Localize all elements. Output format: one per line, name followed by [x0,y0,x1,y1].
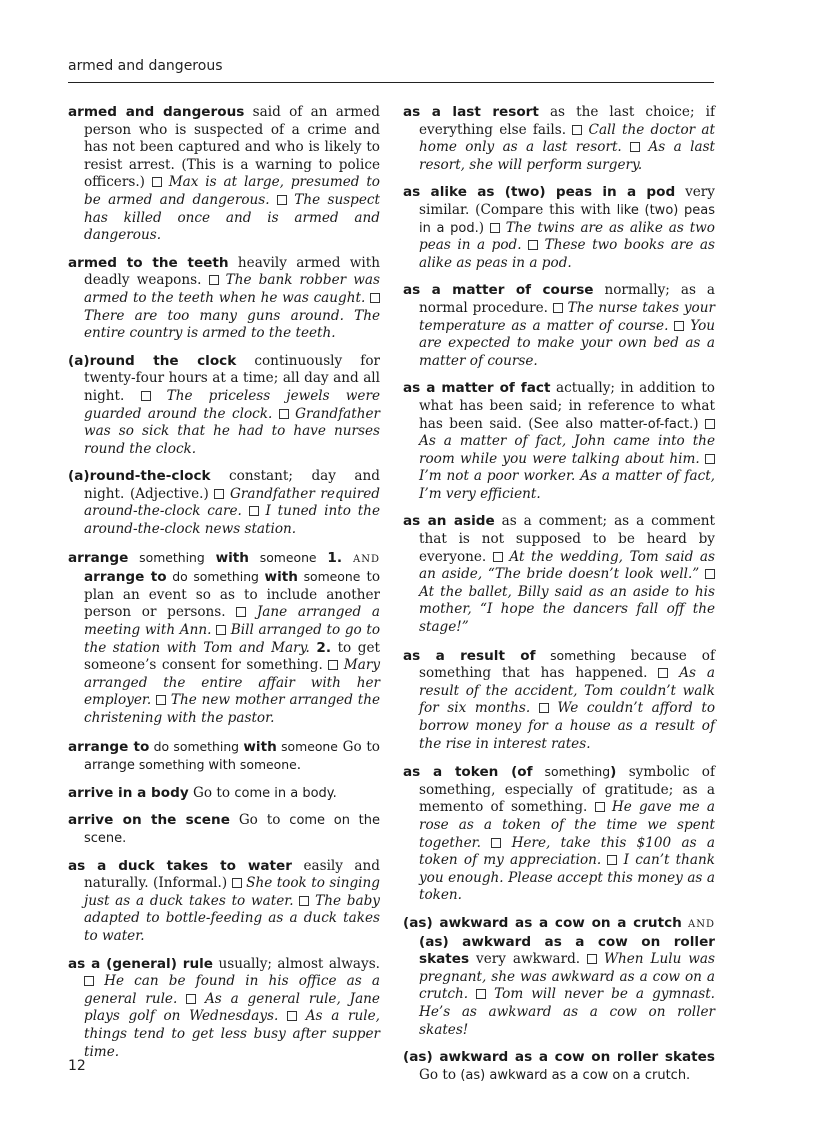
example: Bill arranged to go to the station with Tom and Mary. [84,622,381,656]
example: The suspect has killed once and is armed and dangerous. [84,191,381,244]
placeholder-word: someone [248,549,328,565]
headword: as a token (of [403,764,533,781]
entry-around-the-clock-adj [68,468,380,538]
example: He can be found in his office as a general rule. [84,973,380,1007]
entry-as-a-matter-of-course [403,282,715,370]
example-box-icon [553,303,563,313]
example: As a result of the accident, Tom couldn’t walk for six months. [419,665,716,717]
example-box-icon [277,195,287,205]
example-box-icon [186,994,196,1004]
example: Mary arranged the entire affair with her employer. [84,657,380,709]
cross-reference-link[interactable]: arrange [84,758,135,774]
example-box-icon [299,896,309,906]
example-box-icon [491,838,501,848]
placeholder-word: something [128,549,216,565]
entry-arrive-in-a-body [68,785,380,803]
example: Jane arranged a meeting with Ann. [84,604,380,639]
example: She took to singing just as a duck takes to water. [84,875,380,909]
definition: ) [693,415,705,432]
header-rule [68,82,714,83]
example: At the ballet, Billy said as an aside to his mother, “I hope the dancers fall off the stage!” [419,583,715,636]
entry-arrange-with [68,549,380,728]
placeholder-word: someone [276,738,338,754]
headword: ) [610,764,617,781]
headword: (as) awkward as a cow on roller skates [403,1049,715,1066]
example: As a last resort, she will perform surgery. [419,139,716,173]
example-box-icon [476,989,486,999]
definition: said of an armed person who is suspected of a crime and has not been captured and who is likely to resist arrest. (This is a warning to police officers.) [84,104,380,191]
entry-as-alike-as-peas-in-a-pod [403,184,715,272]
placeholder-word: something [134,757,209,773]
example-box-icon [658,668,668,678]
example-box-icon [705,454,715,464]
example-box-icon [141,391,151,401]
page-number: 12 [68,1058,86,1074]
example: We couldn’t afford to borrow money for a house as a result of the rise in interest rates. [419,700,715,752]
cross-reference-link[interactable]: come on the scene. [84,813,380,846]
definition: ) [478,219,490,236]
example: I can’t thank you enough. Please accept this money as a token. [419,852,715,904]
entry-arrive-on-the-scene [68,812,380,847]
example: Call the doctor at home only as a last resort. [419,121,715,156]
example-box-icon [528,240,538,250]
example-box-icon [370,293,380,303]
definition: heavily armed with deadly weapons. [84,254,380,289]
entry-arrange-to [68,738,380,775]
definition: to plan an event so as to include another person or persons. [84,569,381,621]
definition: constant; day and night. (Adjective.) [84,468,380,502]
entry-as-a-token-of [403,763,715,905]
definition: as a comment; as a comment that is not supposed to be heard by everyone. [419,513,715,565]
and-label: AND [681,918,716,930]
cross-reference-link[interactable]: with [208,758,236,774]
definition: because of something that has happened. [419,647,715,682]
definition: to get someone’s consent for something. [84,639,380,674]
headword: with [243,738,277,755]
headword: with [215,549,249,566]
example: At the wedding, Tom said as an aside, “The bride doesn’t look well.” [419,548,715,583]
example: The new mother arranged the christening with the pastor. [84,692,380,726]
headword: as a matter of course [403,282,594,299]
headword: with [264,569,298,586]
headword: as alike as (two) peas in a pod [403,184,676,201]
sense-number: 2. [316,639,332,656]
placeholder-word: something [535,647,616,663]
example-box-icon [595,802,605,812]
headword: arrive in a body [68,784,189,801]
example: As a general rule, Jane plays golf on Wednesdays. [84,990,380,1025]
entry-armed-to-the-teeth [68,255,380,343]
headword: (a)round the clock [68,352,237,369]
headword: (a)round-the-clock [68,468,211,485]
example-box-icon [209,275,219,285]
example-box-icon [152,177,162,187]
cross-reference-link[interactable]: like (two) peas in a pod. [419,202,715,236]
example: I’m not a poor worker. As a matter of fact, I’m very efficient. [419,468,715,502]
example-box-icon [705,419,715,429]
headword: arrange to [84,569,167,586]
example: There are too many guns around. The entire country is armed to the teeth. [84,307,380,342]
definition: usually; almost always. [213,955,380,972]
entry-awkward-as-a-cow-on-roller-skates [403,1049,715,1084]
example-box-icon [493,552,503,562]
definition: symbolic of something, especially of gratitude; as a memento of something. [419,764,715,816]
example: The nurse takes your temperature as a matter of course. [419,299,715,334]
example-box-icon [607,855,617,865]
entry-as-an-aside [403,513,715,636]
headword: as a matter of fact [403,380,551,397]
example: The bank robber was armed to the teeth when he was caught. [84,272,380,306]
example-box-icon [216,625,226,635]
example-box-icon [214,489,224,499]
headword: (as) awkward as a cow on roller skates [419,933,715,968]
example-box-icon [156,695,166,705]
headword: as an aside [403,513,495,530]
definition: easily and naturally. (Informal.) [84,857,380,892]
example-box-icon [328,660,338,670]
entry-armed-and-dangerous [68,104,380,245]
cross-reference-link[interactable]: (as) awkward as a cow on a crutch. [460,1067,691,1083]
headword: arrive on the scene [68,812,230,829]
example: The twins are as alike as two peas in a pod. [419,219,715,254]
example: The baby adapted to bottle-feeding as a duck takes to water. [84,892,380,944]
headword: arrange [68,549,129,566]
placeholder-word: something [532,764,611,780]
entry-awkward-as-a-cow-on-a-crutch [403,915,715,1039]
entry-as-a-result-of [403,647,715,754]
example: These two books are as alike as peas in a pod. [419,237,715,271]
example-box-icon [705,569,715,579]
go-to-label: Go to [337,738,380,755]
placeholder-word: someone [297,569,361,585]
example: As a rule, things tend to get less busy after supper time. [84,1008,380,1060]
example: When Lulu was pregnant, she was awkward as a cow on a crutch. [419,951,715,1003]
example: The priceless jewels were guarded around the clock. [84,387,380,422]
example-box-icon [539,703,549,713]
example-box-icon [630,142,640,152]
entry-around-the-clock [68,353,380,459]
placeholder-word: do something [166,569,265,585]
definition: continuously for twenty-four hours at a time; all day and all night. [84,352,381,404]
definition: very similar. (Compare this with [419,184,715,218]
example-box-icon [587,954,597,964]
example: You are expected to make your own bed as a matter of course. [419,317,716,369]
example: He gave me a rose as a token of the time we spent together. [419,799,715,851]
go-to-label: Go to [229,812,290,829]
example: Max is at large, presumed to be armed and dangerous. [84,174,380,208]
headword: arrange to [68,738,150,755]
example: Grandfather required around-the-clock care. [84,485,381,520]
entry-as-a-duck-takes-to-water [68,858,380,946]
example-box-icon [279,409,289,419]
example-box-icon [490,223,500,233]
headword: armed and dangerous [68,104,245,120]
example: Grandfather was so sick that he had to have nurses round the clock. [84,405,380,457]
definition: very awkward. [469,951,588,968]
entry-as-a-general-rule [68,956,380,1062]
and-label: AND [341,553,381,565]
entry-as-a-last-resort [403,104,715,174]
headword: armed to the teeth [68,254,229,271]
go-to-label: Go to [188,784,235,801]
example-box-icon [287,1011,297,1021]
entry-as-a-matter-of-fact [403,380,715,503]
definition: as the last choice; if everything else fails. [419,104,715,138]
running-head: armed and dangerous [68,58,223,74]
cross-reference-link[interactable]: come in a body. [234,785,337,801]
headword: as a result of [403,647,536,664]
example-box-icon [572,125,582,135]
example-box-icon [236,607,246,617]
left-column [68,104,380,1071]
example-box-icon [84,976,94,986]
example: I tuned into the around-the-clock news station. [84,503,380,538]
definition: normally; as a normal procedure. [419,282,715,316]
placeholder-word: do something [149,738,244,754]
headword: as a duck takes to water [68,857,292,874]
right-column [403,104,715,1094]
placeholder-word: someone [235,757,297,773]
headword: as a (general) rule [68,955,214,972]
example: As a matter of fact, John came into the room while you were talking about him. [419,433,715,467]
example-box-icon [674,321,684,331]
headword: (as) awkward as a cow on a crutch [403,914,682,931]
go-to-label: Go to [419,1066,461,1083]
punctuation: . [296,757,302,774]
headword: as a last resort [403,104,539,120]
example: Here, take this $100 as a token of my appreciation. [419,834,715,869]
sense-number: 1. [327,549,342,566]
example: Tom will never be a gymnast. He’s as awkward as a cow on roller skates! [419,986,715,1038]
example-box-icon [232,878,242,888]
definition: actually; in addition to what has been said; in reference to what has been said. (See also [419,380,715,432]
example-box-icon [249,506,259,516]
cross-reference-link[interactable]: matter-of-fact. [599,416,694,432]
